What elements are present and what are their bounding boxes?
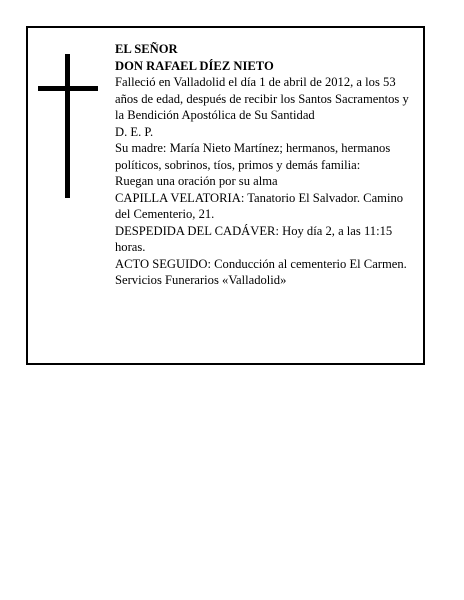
death-details: Falleció en Valladolid el día 1 de abril de 2012, a los 53 años de edad, después de recibir los Santos Sacramentos y la Bendición Apostólica de Su Santidad — [115, 75, 409, 122]
notice-title-line1: EL SEÑOR — [115, 42, 178, 56]
cross-vertical-bar — [65, 54, 70, 198]
cross-horizontal-bar — [38, 86, 98, 91]
notice-title-name: DON RAFAEL DÍEZ NIETO — [115, 58, 274, 73]
farewell-line: DESPEDIDA DEL CADÁVER: Hoy día 2, a las 11:15 horas. — [115, 223, 393, 254]
prayer-line: Ruegan una oración por su alma — [115, 174, 278, 188]
obituary-notice — [26, 26, 425, 365]
chapel-line: CAPILLA VELATORIA: Tanatorio El Salvador. Camino del Cementerio, 21. — [115, 190, 404, 221]
cross-icon — [38, 54, 98, 198]
notice-text — [115, 41, 420, 289]
funeral-services-line: Servicios Funerarios «Valladolid» — [115, 273, 287, 287]
family-line: Su madre: María Nieto Martínez; hermanos, hermanos políticos, sobrinos, tíos, primos y demás familia: — [115, 141, 391, 172]
dep-line: D. E. P. — [115, 124, 154, 139]
procession-line: ACTO SEGUIDO: Conducción al cementerio El Carmen. — [115, 256, 407, 271]
